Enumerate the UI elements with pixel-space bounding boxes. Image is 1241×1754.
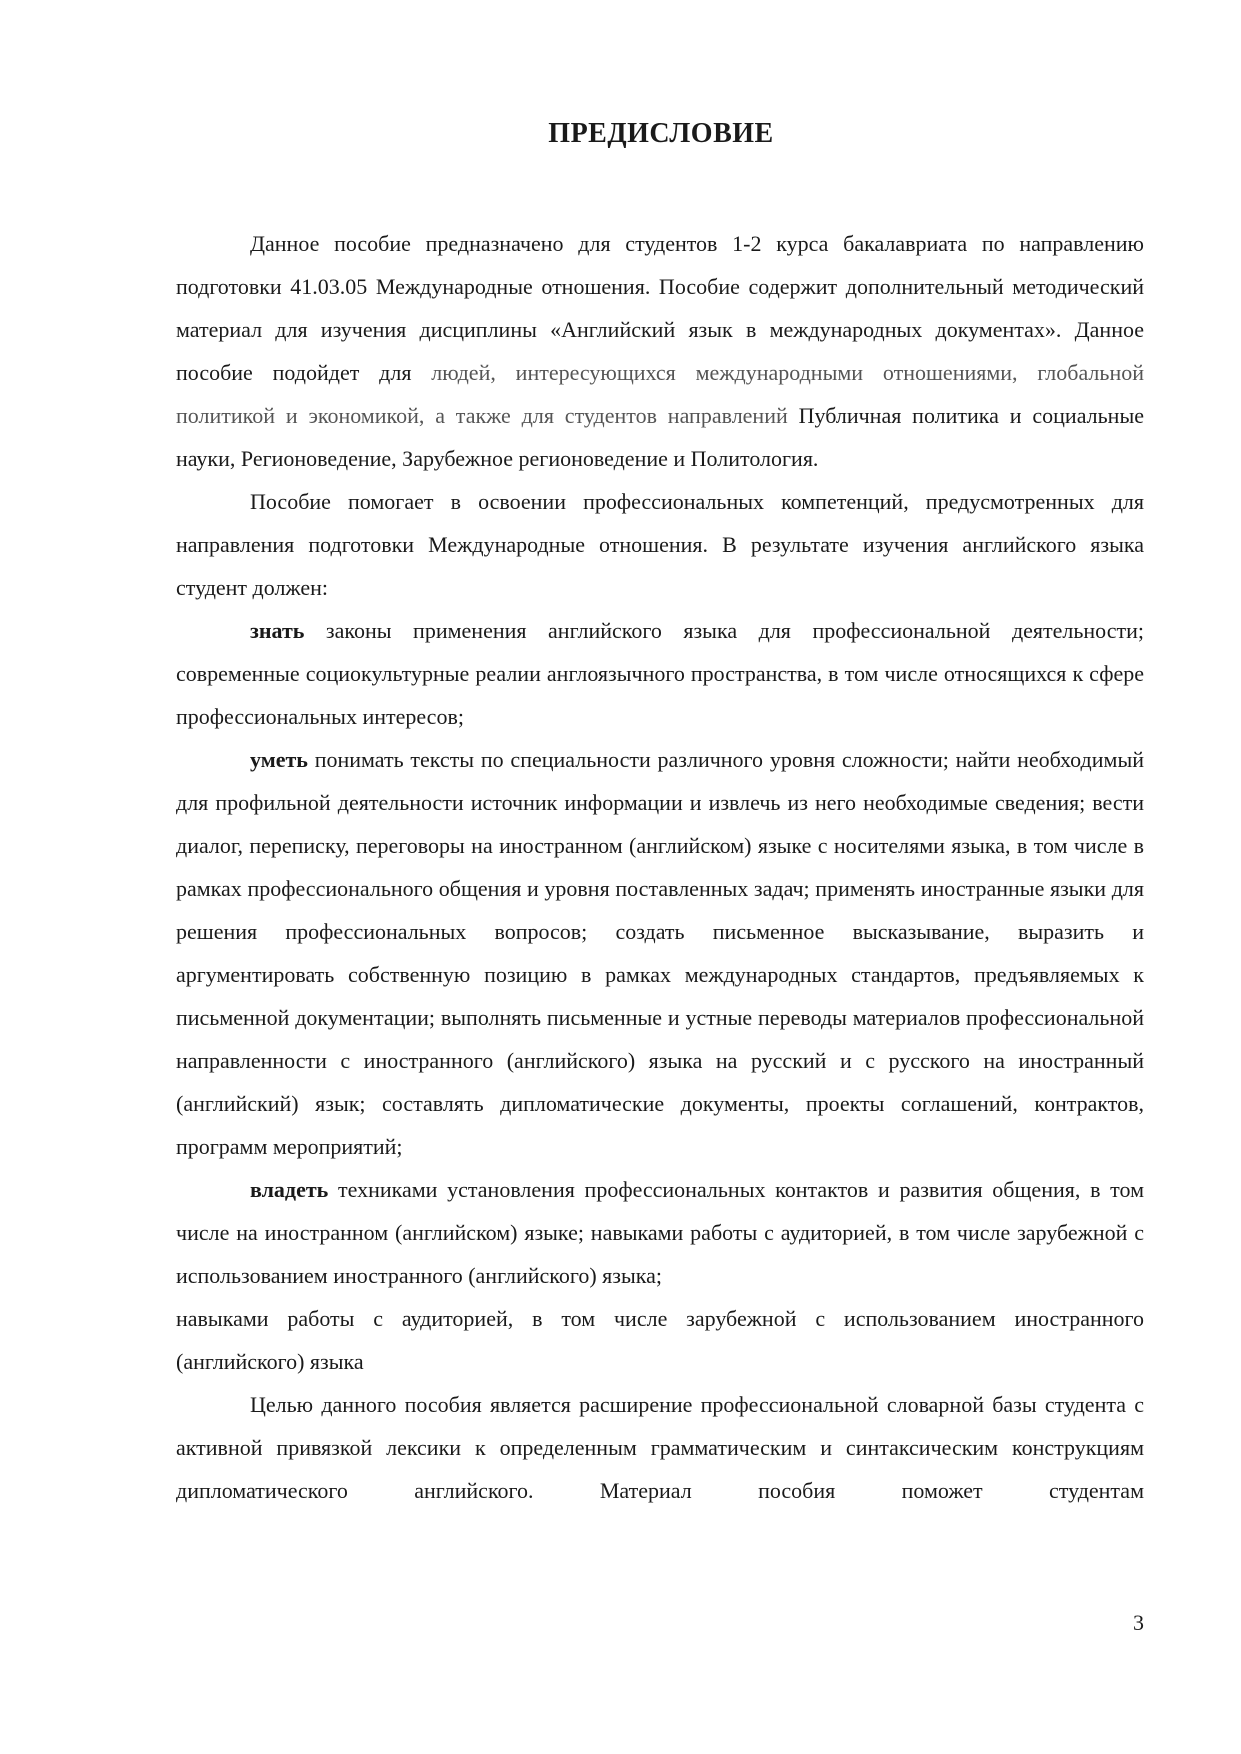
paragraph-competencies: Пособие помогает в освоении профессиональных компетенций, предусмотренных для направления подготовки Международные отношения. В результате изучения английского языка студент должен: — [176, 489, 1144, 600]
paragraph-goal: Целью данного пособия является расширение профессиональной словарной базы студента с активной привязкой лексики к определенным грамматическим и синтаксическим конструкциям дипломатического английского. Материал пособия поможет студентам — [176, 1392, 1144, 1503]
page-number: 3 — [1133, 1610, 1144, 1635]
document-body — [176, 222, 1144, 1512]
paragraph-purpose-audience: людей, интересующихся международными отношениями, глобальной политикой и экономикой, а также для студентов направлений — [176, 360, 1144, 428]
paragraph-know-keyword: знать — [250, 618, 305, 643]
paragraph-know-text: законы применения английского языка для профессиональной деятельности; современные социокультурные реалии англоязычного пространства, в том числе относящихся к сфере профессиональных интересов; — [176, 618, 1144, 729]
paragraph-be-able-text: понимать тексты по специальности различного уровня сложности; найти необходимый для профильной деятельности источник информации и извлечь из него необходимые сведения; вести диалог, переписку, переговоры на иностранном (английском) языке с носителями языка, в том числе в рамках профессионального общения и уровня поставленных задач; применять иностранные языки для решения профессиональных вопросов; создать письменное высказывание, выразить и аргументировать собственную позицию в рамках международных стандартов, предъявляемых к письменной документации; выполнять письменные и устные переводы материалов профессиональной направленности с иностранного (английского) языка на русский и с русского на иностранный (английский) язык; составлять дипломатические документы, проекты соглашений, контрактов, программ мероприятий; — [176, 747, 1144, 1159]
paragraph-be-able-keyword: уметь — [250, 747, 308, 772]
paragraph-master — [176, 1168, 1144, 1297]
paragraph-know — [176, 609, 1144, 738]
paragraph-master-text: техниками установления профессиональных контактов и развития общения, в том числе на иностранном (английском) языке; навыками работы с аудиторией, в том числе зарубежной с использованием иностранного (английского) языка; — [176, 1177, 1144, 1288]
page-title: ПРЕДИСЛОВИЕ — [548, 118, 774, 149]
paragraph-be-able — [176, 738, 1144, 1168]
paragraph-purpose-intro: Данное пособие предназначено для студентов 1-2 курса бакалавриата по направлению подготовки 41.03.05 Международные отношения. Пособие содержит дополнительный методический материал для изучения дисциплины «Английский язык в международных документах». Данное пособие подойдет для — [176, 231, 1144, 385]
paragraph-purpose-programs: Публичная политика и социальные науки, Регионоведение, Зарубежное регионоведение и Политология. — [176, 403, 1144, 471]
paragraph-master-keyword: владеть — [250, 1177, 329, 1202]
paragraph-purpose — [176, 222, 1144, 480]
paragraph-audience-skills: навыками работы с аудиторией, в том числе зарубежной с использованием иностранного (английского) языка — [176, 1306, 1144, 1374]
